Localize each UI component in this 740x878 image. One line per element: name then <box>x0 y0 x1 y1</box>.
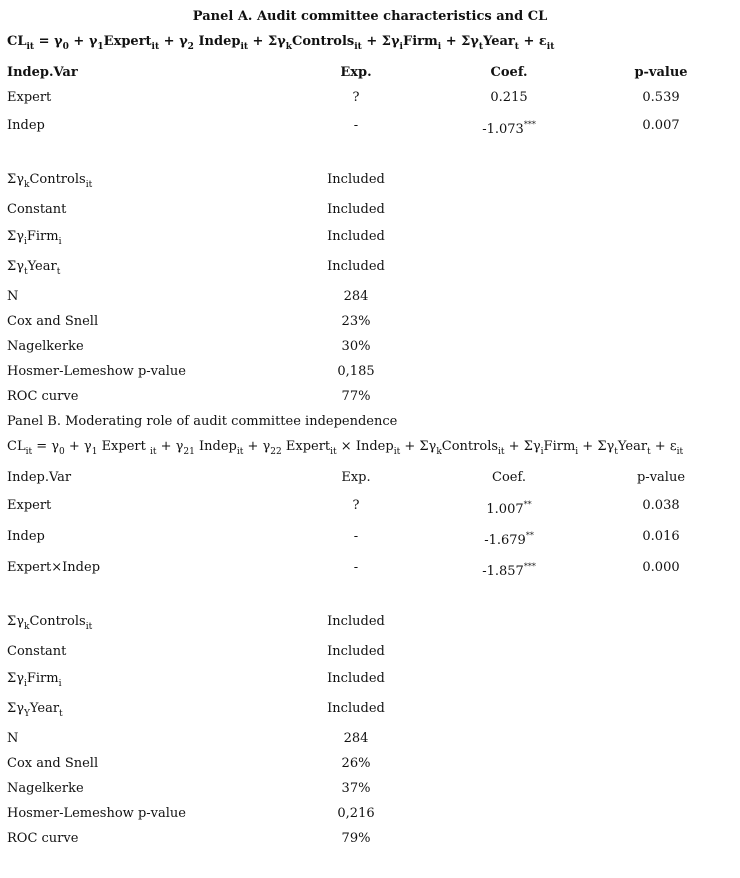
row-coef: -1.073*** <box>482 120 536 137</box>
row-exp: ? <box>352 90 360 105</box>
stat-value: 37% <box>341 781 371 796</box>
stat-label: Hosmer-Lemeshow p-value <box>7 364 186 379</box>
stat-row <box>0 339 740 359</box>
stat-value: 79% <box>341 831 371 846</box>
controls-row <box>0 172 740 192</box>
constant-label: Constant <box>7 202 67 217</box>
firm-row <box>0 671 740 691</box>
stat-label: Cox and Snell <box>7 756 99 771</box>
panel-b-equation: $CL_{it} = \gamma_0 + \gamma_1$ Expert $_{it} + \gamma_{21}$ Indep$_{it}$ + $\gamma_{22}$ Expert$_{it}$ × Indep$_{it}$ + $\Sigma\gamma_kControls_{it}$ + $\Sigma\gamma_iFirm_i$ + $\Sigma\gamma_tYear_t + \varepsilon_{it}$ <box>7 439 684 457</box>
stat-label: Nagelkerke <box>7 339 84 354</box>
stat-value: 30% <box>341 339 371 354</box>
row-var: Indep <box>7 118 45 133</box>
controls-label: $\Sigma\gamma_kControls_{it}$ <box>7 172 93 190</box>
year-row <box>0 259 740 279</box>
table-row <box>0 529 740 549</box>
firm-value: Included <box>327 671 385 686</box>
row-var: Expert <box>7 498 52 513</box>
stat-row <box>0 831 740 851</box>
stat-label: Cox and Snell <box>7 314 99 329</box>
row-exp: ? <box>352 498 360 513</box>
stat-value: 0,216 <box>337 806 375 821</box>
row-var: Expert <box>7 90 52 105</box>
row-coef: 1.007** <box>486 500 532 517</box>
row-coef: -1.857*** <box>482 562 536 579</box>
stat-label: ROC curve <box>7 831 79 846</box>
stat-label: ROC curve <box>7 389 79 404</box>
panel-b-title: Panel B. Moderating role of audit committee independence <box>7 414 398 429</box>
table-row <box>0 498 740 518</box>
row-coef: -1.679** <box>484 531 534 548</box>
panel-a-header-row <box>0 65 740 85</box>
stat-value: 77% <box>341 389 371 404</box>
row-var: Indep <box>7 529 45 544</box>
constant-value: Included <box>327 644 385 659</box>
stat-row <box>0 289 740 309</box>
row-p-value: 0.539 <box>642 90 680 105</box>
stat-row <box>0 364 740 384</box>
header-indep-var: Indep.Var <box>7 65 78 80</box>
firm-value: Included <box>327 229 385 244</box>
row-var: Expert×Indep <box>7 560 101 575</box>
stat-row <box>0 806 740 826</box>
header-p-value: p-value <box>634 65 688 80</box>
row-exp: - <box>353 529 359 544</box>
header-coef: Coef. <box>490 65 528 80</box>
row-p-value: 0.038 <box>642 498 680 513</box>
header-coef: Coef. <box>492 470 526 485</box>
firm-row <box>0 229 740 249</box>
year-label: $\Sigma\gamma_tYear_t$ <box>7 259 61 277</box>
table-row <box>0 118 740 138</box>
panel-a-equation: $CL_{it} = \gamma_0$ + $\gamma_1Expert_{it} + \gamma_2$ Indep$_{it}$ + $\Sigma\gamma_kControls_{it}$ + $\Sigma\gamma_iFirm_i$ + $\Sigma\gamma_tYear_t + \varepsilon_{it}$ <box>7 34 555 52</box>
controls-row <box>0 614 740 634</box>
panel-a-title: Panel A. Audit committee characteristics and CL <box>192 9 548 24</box>
header-exp: Exp. <box>340 65 372 80</box>
row-exp: - <box>353 560 359 575</box>
stat-value: 26% <box>341 756 371 771</box>
row-p-value: 0.000 <box>642 560 680 575</box>
row-coef: 0.215 <box>490 90 528 105</box>
year-row <box>0 701 740 721</box>
stat-value: 284 <box>343 731 369 746</box>
stat-label: N <box>7 289 19 304</box>
stat-row <box>0 781 740 801</box>
table-row <box>0 90 740 110</box>
stat-label: Hosmer-Lemeshow p-value <box>7 806 186 821</box>
stat-row <box>0 756 740 776</box>
header-exp: Exp. <box>341 470 371 485</box>
stat-value: 23% <box>341 314 371 329</box>
firm-label: $\Sigma\gamma_iFirm_i$ <box>7 671 62 689</box>
year-value: Included <box>327 701 385 716</box>
constant-value: Included <box>327 202 385 217</box>
stat-row <box>0 389 740 409</box>
header-p-value: p-value <box>636 470 686 485</box>
constant-row <box>0 202 740 222</box>
stat-row <box>0 314 740 334</box>
constant-row <box>0 644 740 664</box>
stat-value: 284 <box>343 289 369 304</box>
row-p-value: 0.007 <box>642 118 680 133</box>
panel-b-header-row <box>0 470 740 490</box>
controls-value: Included <box>327 172 385 187</box>
stat-value: 0,185 <box>337 364 375 379</box>
stat-row <box>0 731 740 751</box>
controls-value: Included <box>327 614 385 629</box>
header-indep-var: Indep.Var <box>7 470 72 485</box>
year-value: Included <box>327 259 385 274</box>
constant-label: Constant <box>7 644 67 659</box>
row-p-value: 0.016 <box>642 529 680 544</box>
year-label: $\Sigma\gamma_YYear_t$ <box>7 701 63 719</box>
stat-label: Nagelkerke <box>7 781 84 796</box>
stat-label: N <box>7 731 19 746</box>
row-exp: - <box>353 118 359 133</box>
firm-label: $\Sigma\gamma_iFirm_i$ <box>7 229 62 247</box>
table-row <box>0 560 740 580</box>
controls-label: $\Sigma\gamma_kControls_{it}$ <box>7 614 93 632</box>
